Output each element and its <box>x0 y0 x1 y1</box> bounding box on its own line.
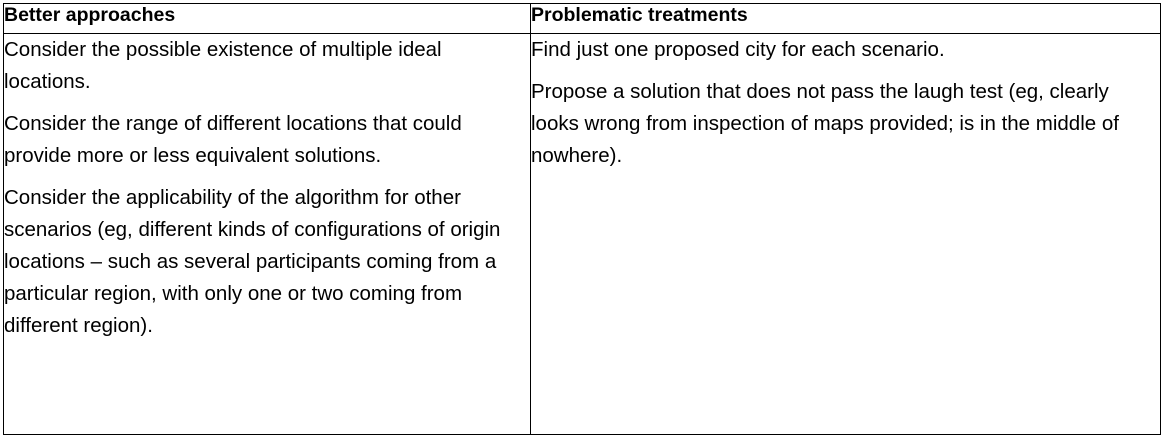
problematic-treatment-item: Propose a solution that does not pass the laugh test (eg, clearly looks wrong from inspection of maps provided; is in the middle of nowhere). <box>531 80 1119 167</box>
problematic-treatments-cell <box>531 34 1161 435</box>
table-body-row <box>4 34 1161 435</box>
comparison-table <box>3 3 1161 435</box>
better-approach-item: Consider the range of different locations that could provide more or less equivalent solutions. <box>4 112 462 167</box>
better-approaches-cell <box>4 34 531 435</box>
better-approach-item: Consider the applicability of the algorithm for other scenarios (eg, different kinds of configurations of origin locations – such as several participants coming from a particular region, with only one or two coming from different region). <box>4 186 501 337</box>
header-problematic-treatments: Problematic treatments <box>531 4 1161 34</box>
table-header-row <box>4 4 1161 34</box>
problematic-treatment-item: Find just one proposed city for each scenario. <box>531 38 945 61</box>
better-approach-item: Consider the possible existence of multiple ideal locations. <box>4 38 442 93</box>
header-better-approaches: Better approaches <box>4 4 531 34</box>
